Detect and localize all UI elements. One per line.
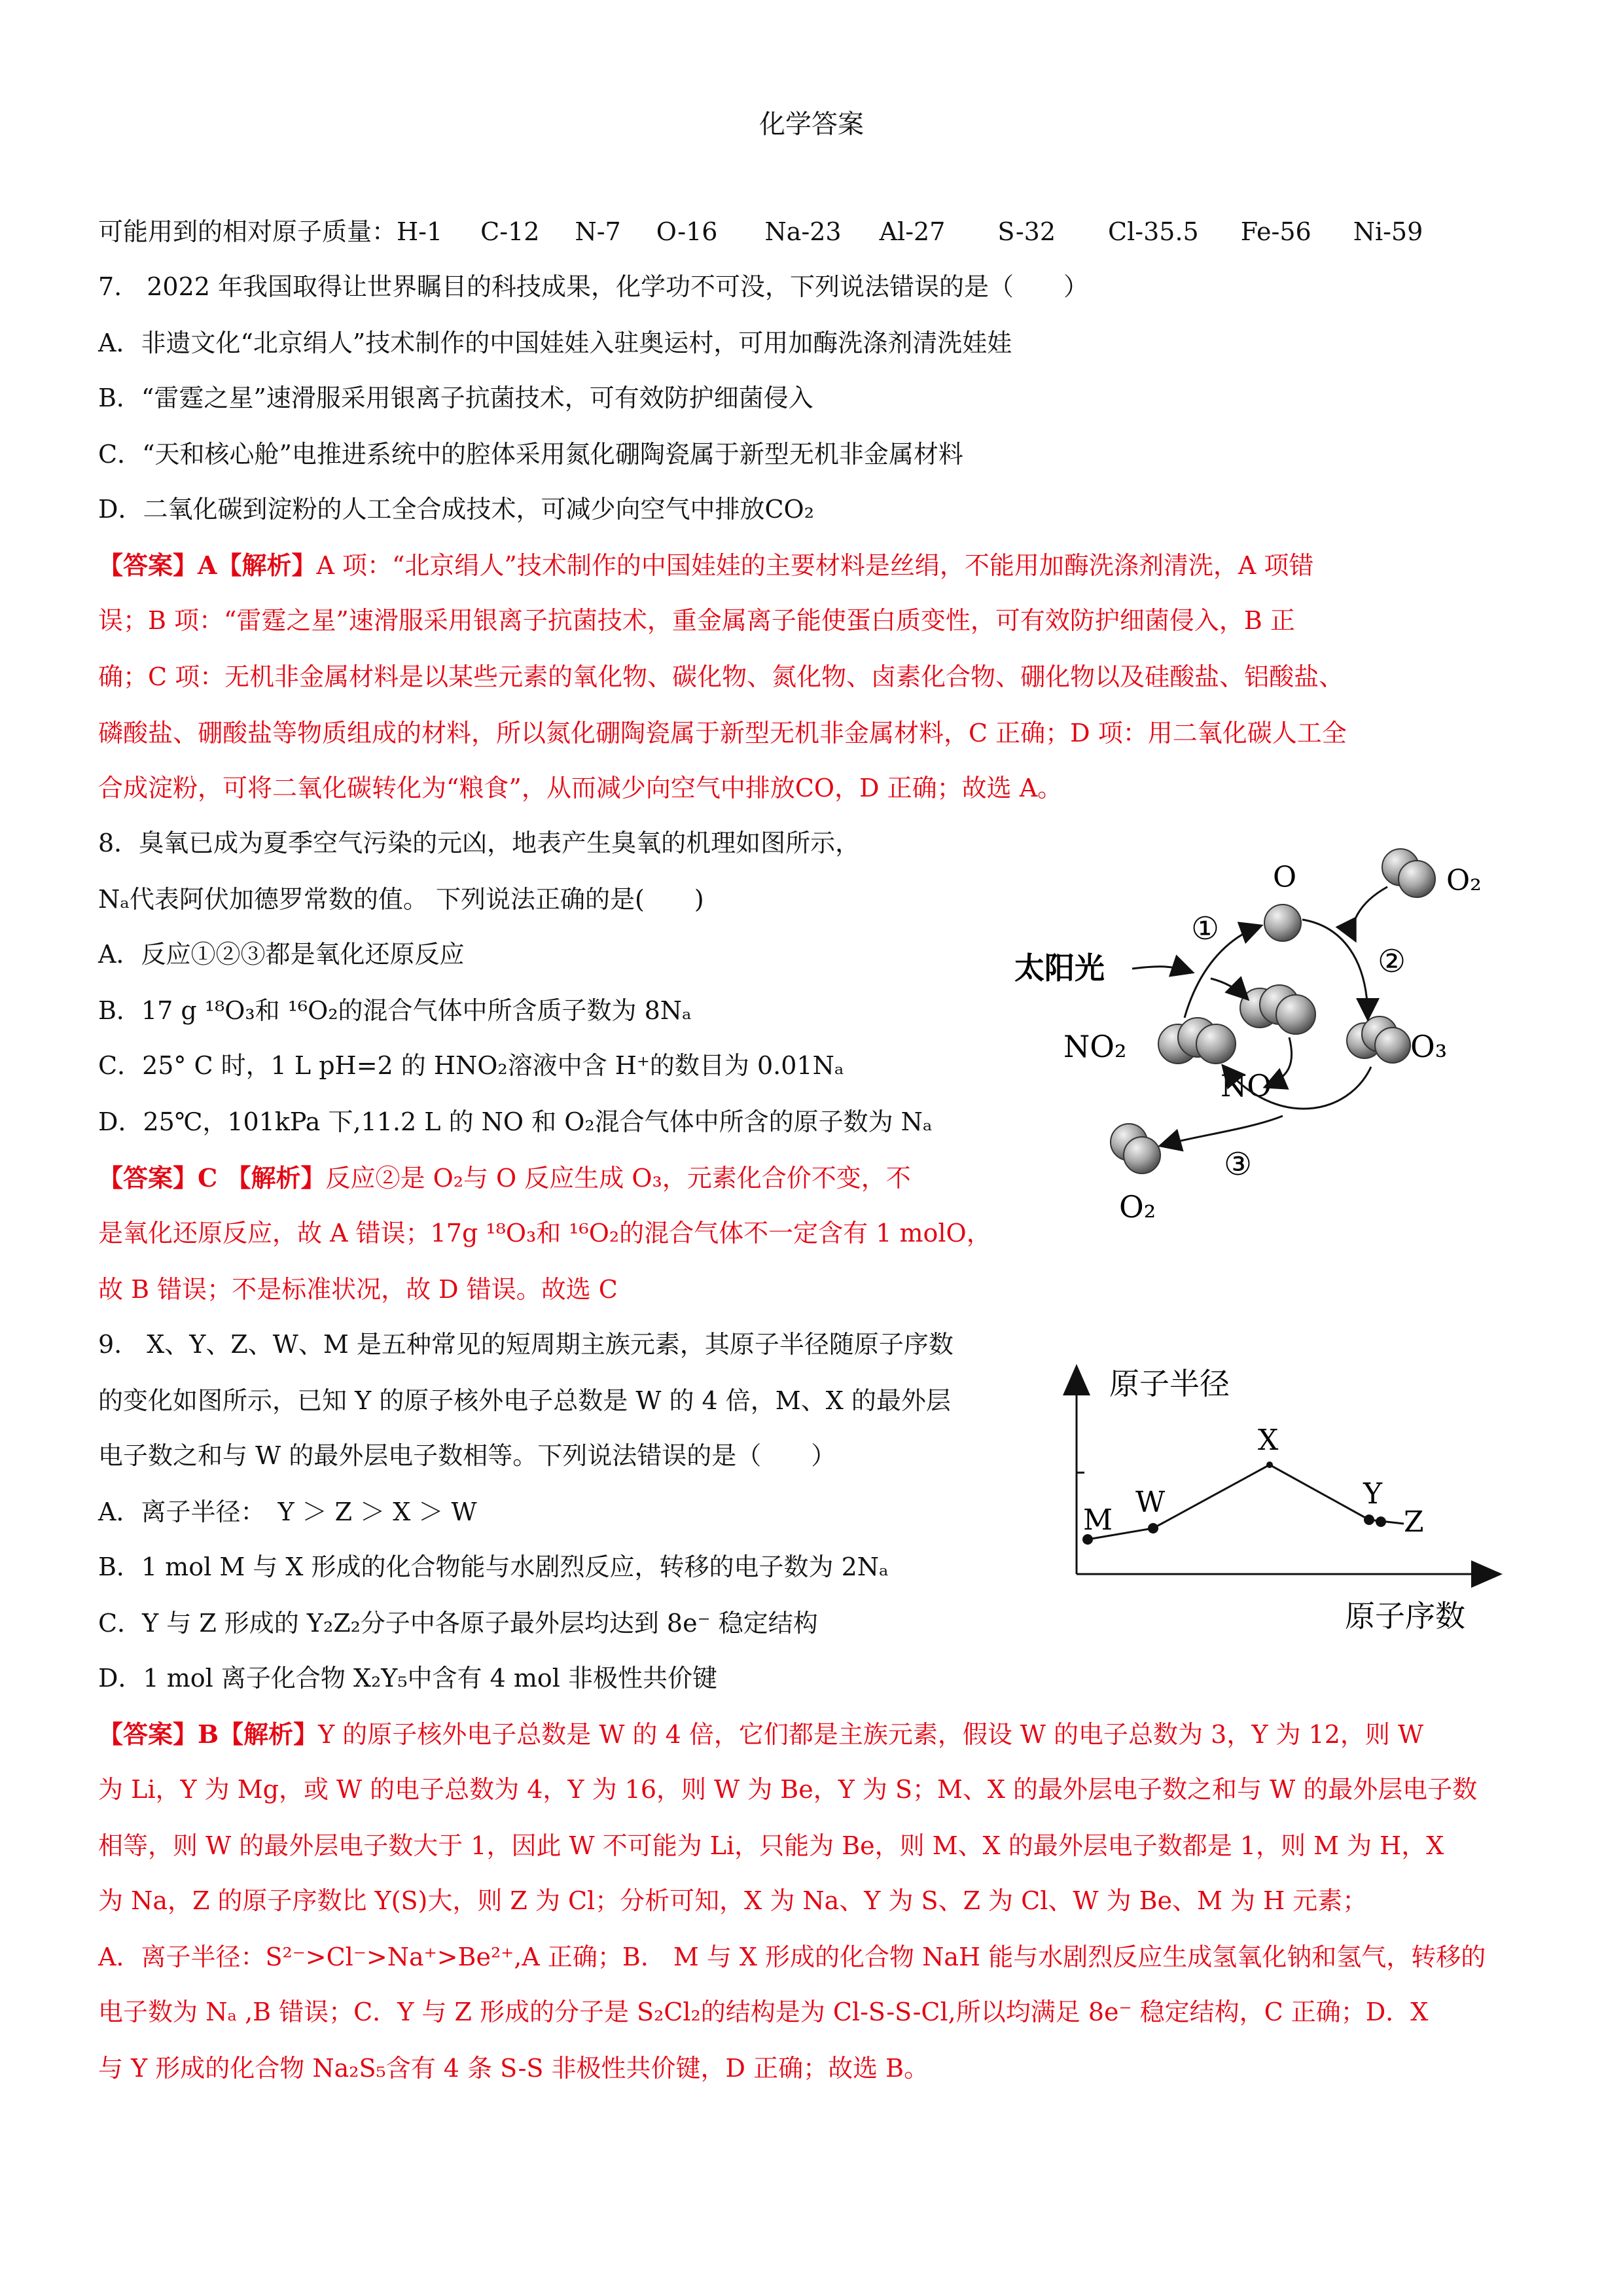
q7-option-d: D．二氧化碳到淀粉的人工全合成技术，可减少向空气中排放CO₂ [98, 495, 814, 524]
q8-option-b: B．17 g ¹⁸O₃和 ¹⁶O₂的混合气体中所含质子数为 8Nₐ [98, 996, 692, 1025]
q7-option-a: A．非遗文化“北京绢人”技术制作的中国娃娃入驻奥运村，可用加酶洗涤剂清洗娃娃 [98, 329, 1012, 357]
center-molecule [1240, 985, 1315, 1034]
q7-answer-line-5: 合成淀粉，可将二氧化碳转化为“粮食”，从而减少向空气中排放CO，D 正确；故选 A。 [98, 774, 1063, 802]
q7-answer-line-4: 磷酸盐、硼酸盐等物质组成的材料，所以氮化硼陶瓷属于新型无机非金属材料，C 正确；D 项：用二氧化碳人工全 [98, 719, 1347, 747]
point-y2 [1376, 1516, 1386, 1527]
reaction-3-label: ③ [1224, 1146, 1253, 1183]
point-y [1364, 1515, 1374, 1525]
q9-option-c: C．Y 与 Z 形成的 Y₂Z₂分子中各原子最外层均达到 8e⁻ 稳定结构 [98, 1609, 818, 1638]
q8-option-d: D．25℃，101kPa 下,11.2 L 的 NO 和 O₂混合气体中所含的原子数为 Nₐ [98, 1107, 933, 1136]
q9-stem-3: 电子数之和与 W 的最外层电子数相等。下列说法错误的是（ ） [98, 1441, 836, 1470]
q8-option-a: A．反应①②③都是氧化还原反应 [98, 940, 465, 969]
atomic-masses-line [98, 215, 1423, 249]
o-atom-label: O [1273, 861, 1297, 894]
y-axis-label: 原子半径 [1109, 1366, 1230, 1401]
q9-answer-line-3: 相等，则 W 的最外层电子数大于 1，因此 W 不可能为 Li，只能为 Be，则 M、X 的最外层电子数都是 1，则 M 为 H，X [98, 1831, 1444, 1860]
mass-item: S-32 [997, 217, 1056, 246]
q8-option-c: C．25° C 时，1 L pH=2 的 HNO₂溶液中含 H⁺的数目为 0.01Nₐ [98, 1051, 844, 1080]
q8-answer-text: 反应②是 O₂与 O 反应生成 O₃，元素化合价不变，不 [325, 1164, 911, 1193]
q7-answer-line-2: 误；B 项：“雷霆之星”速滑服采用银离子抗菌技术，重金属离子能使蛋白质变性，可有效防护细菌侵入，B 正 [98, 606, 1295, 635]
reaction-1-label: ① [1191, 910, 1220, 947]
page-title: 化学答案 [759, 109, 864, 139]
mass-item: C-12 [480, 217, 540, 246]
atomic-radius-graph [1047, 1358, 1518, 1653]
o2-molecule-bottom [1111, 1124, 1160, 1174]
no2-molecule [1158, 1018, 1236, 1064]
sunlight-arrow [1132, 967, 1191, 972]
q7-stem: 7. 2022 年我国取得让世界瞩目的科技成果，化学功不可没，下列说法错误的是（ ） [98, 272, 1089, 301]
point-x [1266, 1462, 1273, 1468]
q7-answer-tag: 【答案】A【解析】 [98, 550, 317, 580]
label-m: M [1083, 1503, 1113, 1537]
q9-answer-line-4: 为 Na，Z 的原子序数比 Y(S)大，则 Z 为 Cl；分析可知，X 为 Na、Y 为 S、Z 为 Cl、W 为 Be、M 为 H 元素； [98, 1886, 1368, 1915]
mass-item: N-7 [575, 217, 621, 246]
sunlight-label: 太阳光 [1014, 950, 1105, 986]
label-w: W [1135, 1486, 1166, 1519]
q7-answer-text: A 项：“北京绢人”技术制作的中国娃娃的主要材料是丝绢，不能用加酶洗涤剂清洗，A 项错 [316, 551, 1314, 580]
o2-top-label: O₂ [1446, 864, 1482, 897]
mass-item: O-16 [656, 217, 718, 246]
o3-label: O₃ [1410, 1029, 1448, 1064]
mass-item: Al-27 [879, 217, 946, 246]
q7-answer-line-3: 确；C 项：无机非金属材料是以某些元素的氧化物、碳化物、氮化物、卤素化合物、硼化物以及硅酸盐、铝酸盐、 [98, 662, 1344, 691]
label-z: Z [1404, 1505, 1424, 1539]
ozone-mechanism-diagram [1001, 841, 1525, 1234]
reaction-2-label: ② [1378, 943, 1406, 980]
o-atom [1264, 905, 1301, 941]
arrow-o2-in [1353, 887, 1387, 939]
q8-answer-line-2: 是氧化还原反应，故 A 错误；17g ¹⁸O₃和 ¹⁶O₂的混合气体不一定含有 1 molO， [98, 1219, 991, 1247]
q8-stem-2: Nₐ代表阿伏加德罗常数的值。 下列说法正确的是( ) [98, 885, 704, 914]
q7-option-b: B．“雷霆之星”速滑服采用银离子抗菌技术，可有效防护细菌侵入 [98, 384, 813, 412]
q9-answer-tag: 【答案】B【解析】 [98, 1719, 319, 1749]
q9-answer-line-1 [98, 1717, 1423, 1751]
q9-option-d: D．1 mol 离子化合物 X₂Y₅中含有 4 mol 非极性共价键 [98, 1664, 718, 1693]
no2-label: NO₂ [1063, 1029, 1127, 1064]
masses-label: 可能用到的相对原子质量： [98, 217, 397, 246]
q8-stem-1: 8．臭氧已成为夏季空气污染的元凶，地表产生臭氧的机理如图所示， [98, 829, 861, 857]
q9-option-b: B．1 mol M 与 X 形成的化合物能与水剧烈反应，转移的电子数为 2Nₐ [98, 1552, 889, 1581]
mass-item: Ni-59 [1353, 217, 1423, 246]
arrow-to-o2-bottom [1162, 1116, 1283, 1145]
label-y: Y [1363, 1477, 1383, 1511]
o2-molecule-top [1382, 849, 1435, 897]
q9-answer-line-2: 为 Li，Y 为 Mg，或 W 的电子总数为 4，Y 为 16，则 W 为 Be，Y 为 S；M、X 的最外层电子数之和与 W 的最外层电子数 [98, 1775, 1478, 1804]
point-w [1148, 1523, 1158, 1534]
q8-answer-line-3: 故 B 错误；不是标准状况，故 D 错误。故选 C [98, 1275, 618, 1304]
q7-answer-line-1 [98, 548, 1313, 583]
q9-answer-line-7: 与 Y 形成的化合物 Na₂S₅含有 4 条 S-S 非极性共价键，D 正确；故选 B。 [98, 2054, 929, 2083]
o3-molecule [1347, 1016, 1410, 1063]
q7-option-c: C．“天和核心舱”电推进系统中的腔体采用氮化硼陶瓷属于新型无机非金属材料 [98, 440, 963, 469]
mass-item: Na-23 [764, 217, 842, 246]
q9-answer-line-5: A．离子半径：S²⁻>Cl⁻>Na⁺>Be²⁺,A 正确；B. M 与 X 形成的化合物 NaH 能与水剧烈反应生成氢氧化钠和氢气，转移的 [98, 1943, 1486, 1971]
mass-item: Fe-56 [1240, 217, 1311, 246]
mass-item: H-1 [397, 217, 443, 246]
q9-stem-1: 9. X、Y、Z、W、M 是五种常见的短周期主族元素，其原子半径随原子序数 [98, 1330, 954, 1359]
arrow-sun-to-center [1211, 978, 1247, 998]
q9-answer-line-6: 电子数为 Nₐ ,B 错误；C．Y 与 Z 形成的分子是 S₂Cl₂的结构是为 Cl-S-S-Cl,所以均满足 8e⁻ 稳定结构，C 正确；D．X [98, 1998, 1429, 2026]
label-x: X [1258, 1424, 1279, 1457]
q8-answer-tag: 【答案】C 【解析】 [98, 1163, 326, 1193]
mass-item: Cl-35.5 [1108, 217, 1199, 246]
no-label: NO [1221, 1068, 1272, 1103]
q8-answer-line-1 [98, 1161, 911, 1195]
q9-answer-text: Y 的原子核外电子总数是 W 的 4 倍，它们都是主族元素，假设 W 的电子总数为 3，Y 为 12，则 W [318, 1720, 1424, 1749]
q9-option-a: A．离子半径： Y ＞ Z ＞ X ＞ W [98, 1498, 477, 1526]
q9-stem-2: 的变化如图所示，已知 Y 的原子核外电子总数是 W 的 4 倍，M、X 的最外层 [98, 1386, 951, 1415]
o2-bottom-label: O₂ [1119, 1189, 1156, 1225]
x-axis-label: 原子序数 [1345, 1598, 1465, 1634]
